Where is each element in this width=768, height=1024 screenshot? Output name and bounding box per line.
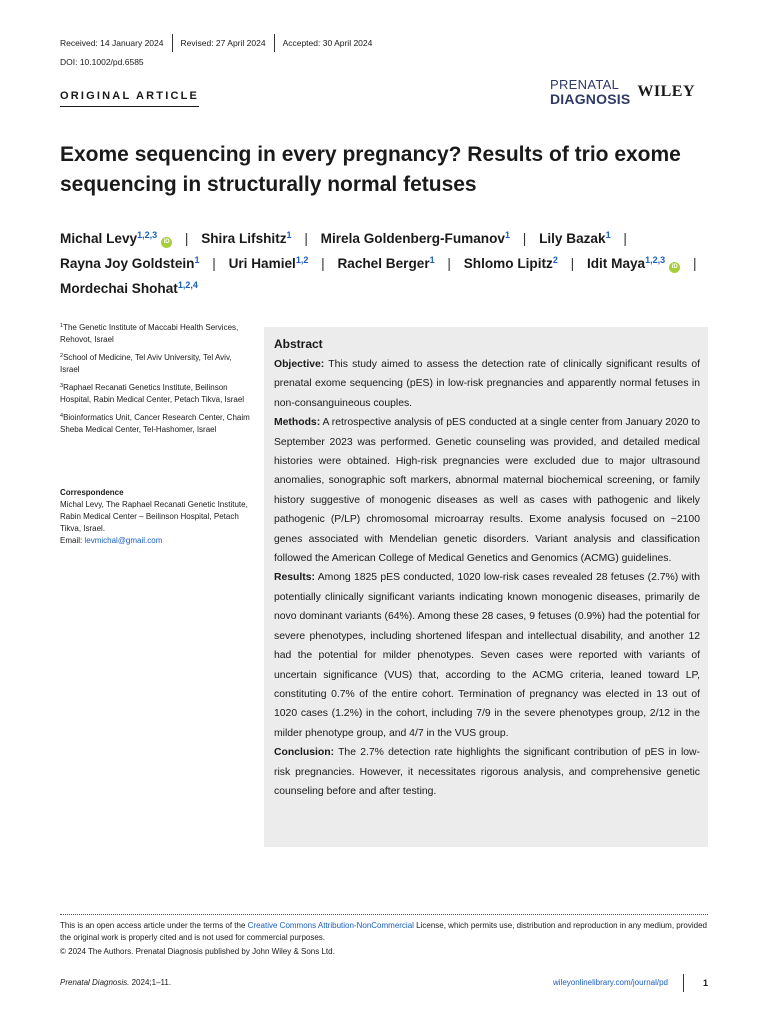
author — [201, 231, 291, 246]
abstract-section-label: Conclusion: — [274, 747, 335, 759]
affiliation-text: School of Medicine, Tel Aviv University, Tel Aviv, Israel — [60, 353, 232, 374]
affiliation-number: 2 — [60, 353, 64, 359]
abstract-section-text: Among 1825 pES conducted, 1020 low-risk cases revealed 28 fetuses (2.7%) with potentially clinically significant variants indicating known monogenic diseases, primarily de novo dominant variants (64%). Among these 28 cases, 9 fetuses (0.9%) had the potential for severe phenotypes, including shortened lifespan and intellectual disability, and another 12 had the potential for milder phenotypes. Seven cases were reported with variants of uncertain significance (VUS) that, according to the ACMG criteria, leaned toward LP, constituting 0.7% of the entire cohort. Termination of pregnancy was elected in 13 out of 1020 cases (1.2%) in the cohort, including 7/9 in the severe phenotypes group, 2/12 in the milder phenotype group, and 4/7 in the VUS group. — [274, 572, 700, 739]
journal-wordmark — [550, 78, 630, 106]
abstract-section-text: This study aimed to assess the detection rate of clinically significant results of prenatal exome sequencing (pES) in low-risk pregnancies and apparently normal fetuses in non-consanguineous couples. — [274, 359, 700, 409]
revised-date: Revised: 27 April 2024 — [172, 34, 274, 52]
author — [464, 256, 558, 271]
author-name[interactable]: Idit Maya — [586, 256, 646, 271]
author — [321, 231, 510, 246]
article-title: Exome sequencing in every pregnancy? Results of trio exome sequencing in structurally normal fetuses — [60, 143, 681, 196]
correspondence-email-line — [60, 535, 250, 547]
affiliation — [60, 382, 250, 406]
received-date: Received: 14 January 2024 — [60, 38, 164, 48]
author-affiliation-number: 1 — [429, 255, 435, 265]
affiliation-text: Bioinformatics Unit, Cancer Research Center, Chaim Sheba Medical Center, Tel-Hashomer, Israel — [60, 413, 250, 434]
author-separator: | — [623, 231, 627, 246]
author-name[interactable]: Uri Hamiel — [228, 256, 296, 271]
author-name[interactable]: Rachel Berger — [337, 256, 430, 271]
correspondence-address: Michal Levy, The Raphael Recanati Genetic Institute, Rabin Medical Center – Beilinson Hospital, Petach Tikva, Israel. — [60, 500, 248, 533]
page-number: 1 — [702, 978, 708, 988]
license-footnote — [60, 914, 708, 958]
abstract-section-text: A retrospective analysis of pES conducted at a single center from January 2020 to September 2023 was performed. Genetic counseling was provided, and detailed medical histories were obtained. High-risk pregnancies were excluded due to major ultrasound anomalies, sonographic soft markers, abnormal maternal biochemical screening, or family history suggestive of monogenic diseases as well as cases with pathogenic and likely pathogenic (P/LP) chromosomal microarray results. Exome analysis focused on ~2100 genes associated with Mendelian genetic disorders. Variant analysis and classification followed the American College of Medical Genetics and Genomics (ACMG) guidelines. — [274, 417, 700, 565]
author-affiliation-number: 1 — [194, 255, 200, 265]
author-separator: | — [212, 256, 216, 271]
copyright: © 2024 The Authors. Prenatal Diagnosis published by John Wiley & Sons Ltd. — [60, 947, 335, 956]
author-separator: | — [692, 256, 697, 271]
abstract-section — [274, 355, 700, 413]
journal-logo[interactable] — [550, 78, 695, 106]
abstract-section-label: Objective: — [274, 359, 325, 370]
author-affiliation-number: 1 — [286, 230, 292, 240]
author-name[interactable]: Shira Lifshitz — [201, 231, 287, 246]
author — [60, 281, 198, 296]
journal-wordmark-line2: DIAGNOSIS — [550, 91, 631, 107]
email-label: Email: — [60, 536, 83, 545]
journal-reference — [60, 976, 171, 990]
footer-divider — [683, 974, 684, 992]
abstract-section — [274, 743, 700, 801]
author — [229, 256, 309, 271]
journal-url[interactable]: wileyonlinelibrary.com/journal/pd — [552, 978, 668, 987]
section-label: ORIGINAL ARTICLE — [60, 90, 199, 107]
author — [60, 231, 172, 246]
author-name[interactable]: Michal Levy — [60, 231, 138, 246]
accepted-date: Accepted: 30 April 2024 — [274, 34, 381, 52]
affiliation — [60, 322, 250, 346]
author-affiliation-number: 1,2,3 — [645, 255, 666, 265]
license-text-post: License, which permits use, distribution and reproduction in any medium, provided the original work is properly cited and is not used for commercial purposes. — [60, 921, 707, 942]
orcid-icon[interactable]: iD — [161, 237, 172, 248]
abstract-section-label: Results: — [274, 572, 315, 584]
journal-wordmark-line1: PRENATAL — [550, 77, 620, 92]
orcid-icon[interactable]: iD — [669, 262, 680, 273]
affiliation-number: 1 — [60, 323, 64, 329]
author-name[interactable]: Shlomo Lipitz — [463, 256, 553, 271]
journal-name: Prenatal Diagnosis. — [60, 978, 130, 987]
author-separator: | — [184, 231, 189, 246]
author-separator: | — [321, 256, 325, 271]
abstract-section-text: The 2.7% detection rate highlights the significant contribution of pES in low-risk pregnancies. However, it necessitates rigorous analysis, and comprehensive genetic counseling before and after testing. — [274, 747, 700, 797]
author-affiliation-number: 1 — [504, 230, 510, 240]
affiliation-text: The Genetic Institute of Maccabi Health Services, Rehovot, Israel — [60, 323, 239, 344]
author-separator: | — [447, 256, 451, 271]
author-separator: | — [522, 231, 527, 246]
author-affiliation-number: 1,2 — [295, 255, 309, 265]
publication-dates — [60, 34, 380, 52]
author-name[interactable]: Mordechai Shohat — [60, 281, 178, 296]
affiliation-number: 3 — [60, 383, 64, 389]
abstract-heading: Abstract — [274, 337, 323, 351]
affiliation-text: Raphael Recanati Genetics Institute, Beilinson Hospital, Rabin Medical Center, Petach Tikva, Israel — [60, 383, 245, 404]
publisher-wordmark: WILEY — [637, 83, 695, 100]
author-affiliation-number: 2 — [552, 255, 558, 265]
author — [539, 231, 611, 246]
author-affiliation-number: 1,2,3 — [137, 230, 158, 240]
author-affiliation-number: 1 — [605, 230, 611, 240]
author-name[interactable]: Lily Bazak — [539, 231, 606, 246]
abstract-body — [274, 355, 700, 801]
author — [337, 256, 434, 271]
author-separator: | — [304, 231, 308, 246]
license-text — [60, 920, 708, 944]
license-text-pre: This is an open access article under the terms of the — [60, 921, 248, 930]
affiliation-number: 4 — [60, 413, 64, 419]
affiliation — [60, 412, 250, 436]
author — [587, 256, 680, 271]
abstract-section — [274, 413, 700, 568]
affiliations — [60, 322, 250, 442]
author-list — [60, 226, 720, 301]
abstract-section-label: Methods: — [274, 417, 321, 429]
license-link[interactable]: Creative Commons Attribution-NonCommercial — [247, 921, 414, 930]
author-name[interactable]: Mirela Goldenberg-Fumanov — [320, 231, 505, 246]
email-link[interactable]: levmichal@gmail.com — [84, 536, 163, 545]
page-footer — [60, 976, 708, 990]
author-name[interactable]: Rayna Joy Goldstein — [60, 256, 195, 271]
correspondence-heading: Correspondence — [60, 488, 124, 497]
author-separator: | — [570, 256, 575, 271]
journal-volume: 2024;1–11. — [129, 978, 172, 987]
abstract-section — [274, 568, 700, 743]
doi[interactable]: DOI: 10.1002/pd.6585 — [60, 57, 144, 67]
author-affiliation-number: 1,2,4 — [177, 280, 198, 290]
abstract-box — [264, 327, 708, 847]
correspondence — [60, 487, 250, 547]
affiliation — [60, 352, 250, 376]
author — [60, 256, 199, 271]
